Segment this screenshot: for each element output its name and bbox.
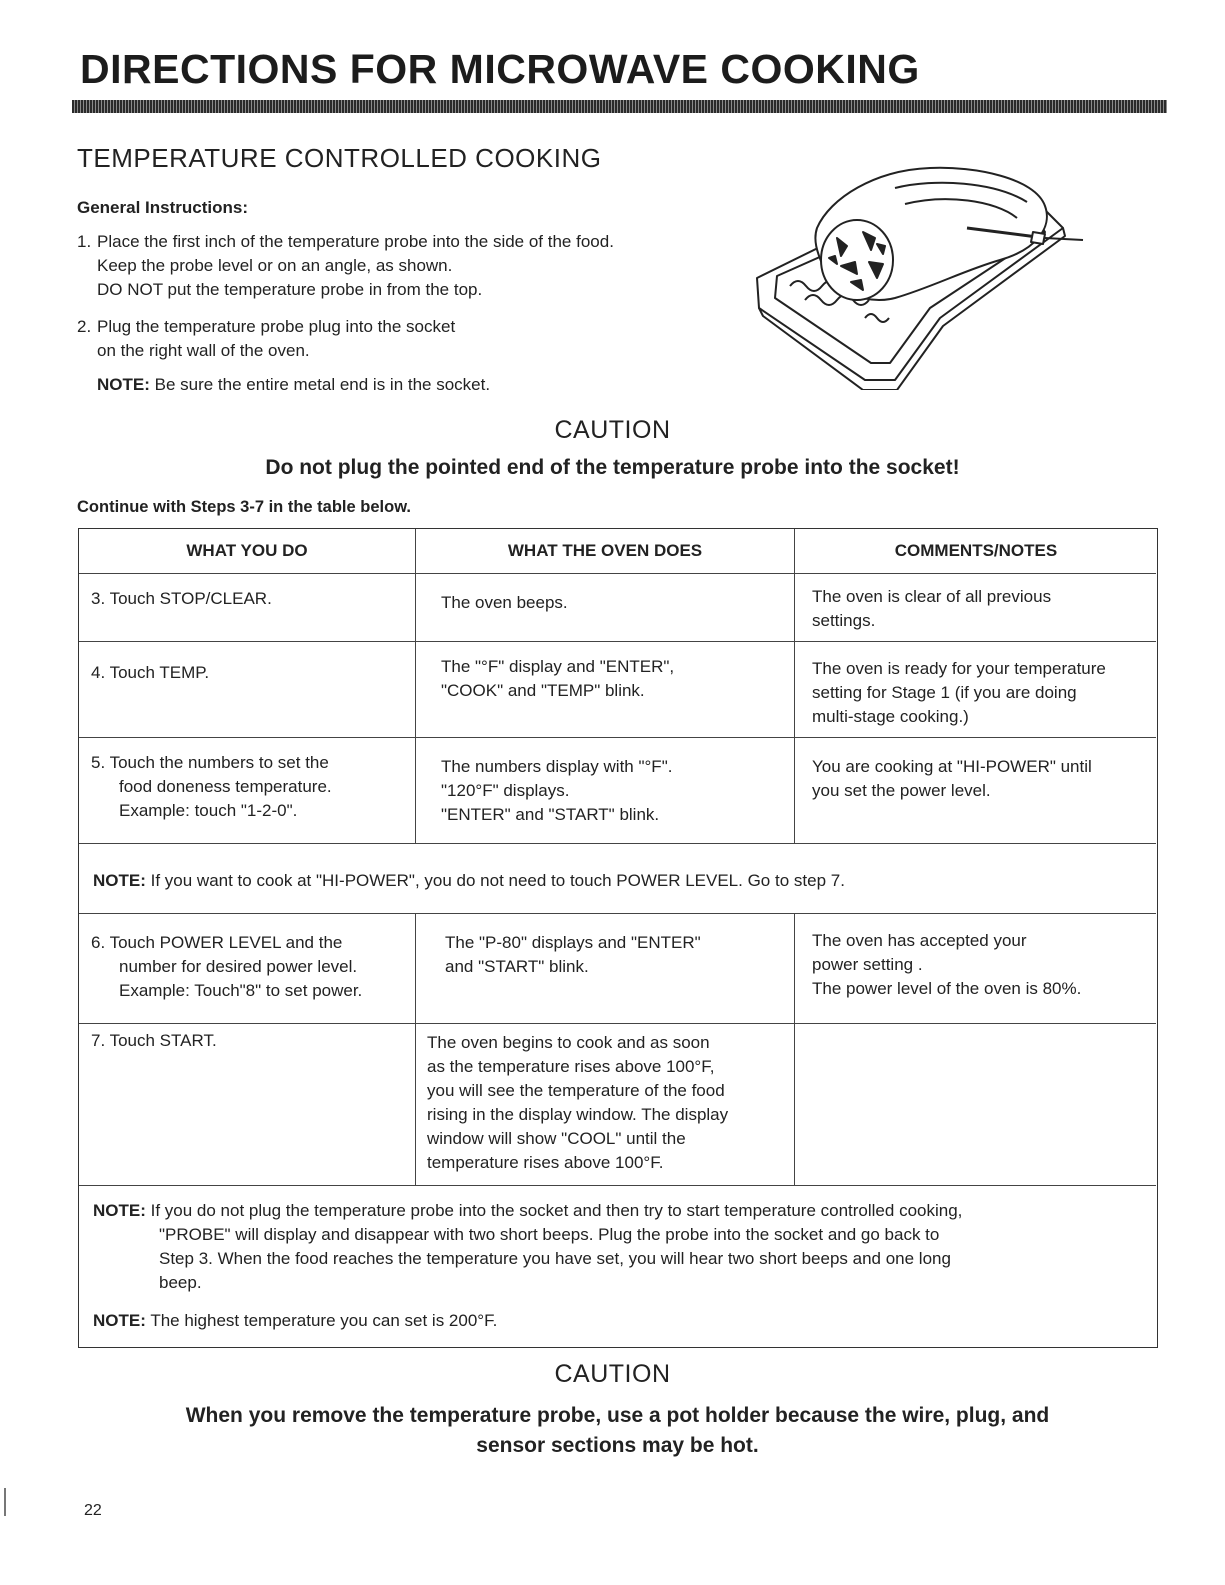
steps-table: [78, 528, 1158, 1348]
page-title: DIRECTIONS FOR MICROWAVE COOKING: [80, 46, 920, 92]
table-cell-do: 7. Touch START.: [91, 1031, 217, 1050]
continue-text: Continue with Steps 3-7 in the table below.: [77, 498, 411, 516]
row-divider: [79, 913, 1156, 914]
table-cell-oven: The oven begins to cook and as soon as the temperature rises above 100°F, you will see the temperature of the food rising in the display window. The display window will show "COOL" until the temperature rises above 100°F.: [427, 1033, 729, 1172]
section-title: TEMPERATURE CONTROLLED COOKING: [77, 143, 602, 173]
step-1-line: DO NOT put the temperature probe in from the top.: [97, 280, 483, 299]
caution-text: Do not plug the pointed end of the temperature probe into the socket!: [265, 456, 960, 479]
row-divider: [79, 641, 1156, 642]
note-label: NOTE:: [93, 1311, 146, 1330]
general-instructions-heading: General Instructions:: [77, 198, 248, 217]
table-cell-oven: The "P-80" displays and "ENTER" and "START" blink.: [445, 933, 701, 976]
column-header: COMMENTS/NOTES: [894, 541, 1058, 560]
socket-note: [97, 373, 490, 397]
scan-edge-mark: [4, 1488, 6, 1516]
column-divider: [794, 913, 795, 1185]
roast-on-tray-with-probe-illustration: [745, 158, 1090, 390]
step-1-line: Place the first inch of the temperature probe into the side of the food.: [97, 232, 614, 251]
instruction-step-2: 2. Plug the temperature probe plug into the socket on the right wall of the oven.: [77, 315, 455, 363]
table-cell-notes: You are cooking at "HI-POWER" until you set the power level.: [812, 757, 1092, 800]
note-label: NOTE:: [97, 375, 150, 394]
caution-text: When you remove the temperature probe, use a pot holder because the wire, plug, and sensor sections may be hot.: [185, 1404, 1050, 1457]
row-divider: [79, 573, 1156, 574]
row-divider: [79, 1185, 1156, 1186]
step-1-line: Keep the probe level or on an angle, as shown.: [97, 256, 453, 275]
note-text: If you want to cook at "HI-POWER", you do not need to touch POWER LEVEL. Go to step 7.: [150, 871, 845, 890]
caution-heading: CAUTION: [554, 416, 671, 444]
table-cell-oven: The oven beeps.: [441, 593, 568, 612]
max-temp-note: [93, 1309, 497, 1333]
column-divider: [415, 529, 416, 843]
table-cell-oven: The "°F" display and "ENTER", "COOK" and "TEMP" blink.: [441, 657, 675, 700]
page-number: 22: [84, 1502, 102, 1519]
column-header: WHAT THE OVEN DOES: [507, 541, 703, 560]
step-2-line: on the right wall of the oven.: [97, 341, 310, 360]
column-divider: [415, 913, 416, 1185]
hipower-note: [93, 869, 845, 893]
caution-heading: CAUTION: [554, 1360, 671, 1388]
table-cell-do: 5. Touch the numbers to set the food doneness temperature. Example: touch "1-2-0".: [91, 753, 332, 820]
note-label: NOTE:: [93, 1201, 146, 1220]
table-cell-notes: The oven is ready for your temperature setting for Stage 1 (if you are doing multi-stage cooking.): [812, 659, 1106, 726]
table-cell-do: 3. Touch STOP/CLEAR.: [91, 589, 272, 608]
table-cell-notes: The oven is clear of all previous settings.: [812, 587, 1052, 630]
probe-note: NOTE: If you do not plug the temperature probe into the socket and then try to start temperature controlled cooking, "PROBE" will display and disappear with two short beeps. Plug the probe into the socket and go back to Step 3. When the food reaches the temperature you have set, you will hear two short beeps and one long beep.: [93, 1201, 963, 1292]
instruction-step-1: 1. Place the first inch of the temperature probe into the side of the food. Keep the probe level or on an angle, as shown. DO NOT put the temperature probe in from the top.: [77, 230, 614, 302]
row-divider: [79, 1023, 1156, 1024]
row-divider: [79, 737, 1156, 738]
title-rule: [72, 100, 1167, 113]
table-cell-notes: The oven has accepted your power setting . The power level of the oven is 80%.: [812, 931, 1082, 998]
row-divider: [79, 843, 1156, 844]
note-label: NOTE:: [93, 871, 146, 890]
column-header: WHAT YOU DO: [186, 541, 308, 560]
table-cell-do: 6. Touch POWER LEVEL and the number for desired power level. Example: Touch"8" to set power.: [91, 933, 363, 1000]
table-cell-oven: The numbers display with "°F". "120°F" displays. "ENTER" and "START" blink.: [441, 757, 673, 824]
step-2-line: Plug the temperature probe plug into the socket: [97, 317, 456, 336]
column-divider: [794, 529, 795, 843]
note-text: Be sure the entire metal end is in the socket.: [154, 375, 491, 394]
table-cell-do: 4. Touch TEMP.: [91, 663, 210, 682]
note-text: The highest temperature you can set is 200°F.: [150, 1311, 498, 1330]
